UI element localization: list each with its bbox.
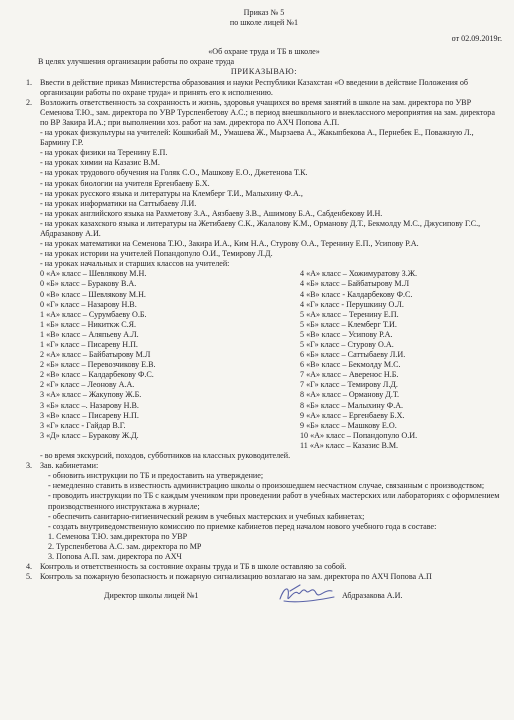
duty-line: - обеспечить санитарно-гигиенический режим в учебных мастерских и учебных кабинетах; <box>48 511 365 521</box>
class-row: 9 «А» класс – Ергенбаеву Б.Х. <box>300 410 405 420</box>
item-text: Контроль за пожарную безопасность и пожарную сигнализацию возлагаю на зам. директора по АХЧ Попова А.П <box>40 572 432 582</box>
commission-member: 1. Семенова Т.Ю. зам.директора по УВР <box>48 531 188 541</box>
order-word: ПРИКАЗЫВАЮ: <box>230 67 298 77</box>
signatory-position: Директор школы лицей №1 <box>104 591 199 601</box>
class-row: 2 «В» класс – Калдарбекову Ф.С. <box>40 370 154 380</box>
signatory-name: Абдразакова А.И. <box>342 591 403 601</box>
item-text: Зав. кабинетами: <box>40 461 99 471</box>
class-row: 5 «Б» класс – Клемберг Т.И. <box>300 319 397 329</box>
order-items-cont <box>26 461 502 471</box>
handwritten-signature-icon <box>276 581 338 607</box>
subject-line: - на уроках физкультуры на учителей: Кошкибай М., Умашева Ж., Мырзаева А., Жакыпбекова А., Пернебек Е., Поважную Л., Бармину Г.Р. <box>40 128 474 148</box>
duty-line: - проводить инструкции по ТБ с каждым учеником при проведении работ в учебных мастерских или лабораториях с оформлением производственного инструктажа в журнале; <box>48 491 500 511</box>
subject-line: - на уроках английского языка на Рахметову З.А., Аязбаеву З.В., Ашимову Б.А., Сабденбекову И.Н. <box>40 208 383 218</box>
item-number: 4. <box>26 562 33 572</box>
class-row: 1 «В» класс – Аляпьеву А.Л. <box>40 329 139 339</box>
class-row: 10 «А» класс – Попандопуло О.И. <box>300 430 418 440</box>
subject-line: - на уроках математики на Семенова Т.Ю., Закира И.А., Ким Н.А., Стурову О.А., Теренину Е.П., Усипову Р.А. <box>40 239 419 249</box>
class-row: 4 «А» класс – Хожимуратову З.Ж. <box>300 269 418 279</box>
order-item-5 <box>26 572 502 582</box>
class-row: 7 «Г» класс – Темирову Л.Д. <box>300 380 398 390</box>
excursions-line: - во время экскурсий, походов, субботников на классных руководителей. <box>40 451 291 461</box>
class-row: 3 «Г» класс - Гайдар В.Г. <box>40 420 126 430</box>
cabinet-duties <box>26 471 502 562</box>
order-item-3 <box>26 461 502 471</box>
item-text: Возложить ответственность за сохранность и жизнь, здоровья учащихся во время занятий в школе на зам. директора по УВР Семенова Т.Ю., зам. директора по УВР Турспенбетову А.С.; в период внешкольного и внеклассного мероприятия на зам. директора по ВР Закира И.А.; при выполнении хоз. работ на зам. директора по АХЧ Попова А.П. <box>40 97 495 127</box>
subject-line: - на уроках биологии на учителя Ергенбаеву Б.Х. <box>40 178 210 188</box>
class-row: 8 «Б» класс – Малыхину Ф.А. <box>300 400 404 410</box>
class-row: 8 «А» класс – Орманову Д.Т. <box>300 390 399 400</box>
item-number: 1. <box>26 77 33 87</box>
class-row: 6 «В» класс – Бекмолду М.С. <box>300 360 401 370</box>
class-row: 7 «А» класс – Аверенос Н.Б. <box>300 370 399 380</box>
class-row: 2 «А» класс – Байбатырову М.Л <box>40 350 151 360</box>
class-row: 5 «А» класс – Теренину Е.П. <box>300 309 399 319</box>
duty-line: - немедленно ставить в известность администрацию школы о произошедшем несчастном случае, связанным с производством; <box>48 481 485 491</box>
duty-line: - создать внутриведомственную комиссию по приемке кабинетов перед началом нового учебного года в составе: <box>48 521 437 531</box>
class-row: 4 «В» класс - Калдарбекову Ф.С. <box>300 289 413 299</box>
class-row: 4 «Г» класс - Перушкину О.Л. <box>300 299 404 309</box>
subject-line: - на уроках казахского языка и литературы на Жетибаеву С.К., Жалалову К.М., Орманову Д.Т., Бекмолду М.С., Джусипову Г.С., Абдразакову А.И. <box>40 218 481 238</box>
order-title: Приказ № 5 <box>243 8 285 17</box>
order-items-end <box>26 562 502 582</box>
class-row: 3 «Д» класс – Буракову Ж.Д. <box>40 430 139 440</box>
class-row: 1 «А» класс – Сурумбаеву О.Б. <box>40 309 147 319</box>
class-row: 0 «В» класс – Шевлякову М.Н. <box>40 289 146 299</box>
order-item-2 <box>26 98 502 128</box>
subject-line: - на уроках химии на Казазис В.М. <box>40 158 160 168</box>
order-item-4 <box>26 562 502 572</box>
class-row: 0 «Г» класс – Назарову Н.В. <box>40 299 137 309</box>
item-text: Контроль и ответственность за состояние охраны труда и ТБ в школе оставляю за собой. <box>40 562 347 572</box>
subject-line: - на уроках трудового обучения на Голяк С.О., Машкову Е.О., Джетенова Т.К. <box>40 168 308 178</box>
class-row: 3 «Б» класс –. Назарову Н.В. <box>40 400 139 410</box>
class-row: 0 «Б» класс – Буракову В.А. <box>40 279 137 289</box>
class-row: 2 «Б» класс – Перевозчикову Е.В. <box>40 360 156 370</box>
class-row: 11 «А» класс – Казазис В.М. <box>300 440 399 450</box>
subject-line: - на уроках физики на Теренину Е.П. <box>40 148 168 158</box>
subject-teachers-list <box>26 128 502 269</box>
subject-line: - на уроках информатики на Саттыбаеву Л.И. <box>40 198 197 208</box>
order-date: от 02.09.2019г. <box>451 34 502 44</box>
order-item-1 <box>26 78 502 98</box>
order-school: по школе лицей №1 <box>229 18 299 28</box>
class-row: 3 «В» класс – Писареву Н.П. <box>40 410 139 420</box>
class-row: 5 «Г» класс – Стурову О.А. <box>300 340 394 349</box>
signature-block <box>26 591 502 601</box>
class-row: 1 «Б» класс – Никиткж С.Я. <box>40 319 137 329</box>
class-column-right <box>300 269 500 451</box>
subject-line: - на уроках русского языка и литературы на Клемберг Т.И., Малыхину Ф.А., <box>40 188 303 198</box>
order-purpose: В целях улучшения организации работы по охране труда <box>38 57 235 67</box>
subject-line: - на уроках истории на учителей Попандопуло О.И., Темирову Л.Д. <box>40 249 273 259</box>
class-row: 2 «Г» класс – Леонову А.А. <box>40 380 135 390</box>
commission-member: 3. Попова А.П. зам. директора по АХЧ <box>48 551 182 561</box>
class-teachers-columns <box>26 269 502 451</box>
class-row: 1 «Г» класс – Писареву Н.П. <box>40 340 138 349</box>
item-number: 3. <box>26 461 33 471</box>
item-number: 2. <box>26 97 33 107</box>
item-text: Ввести в действие приказ Министерства образования и науки Республики Казахстан «О введении в действие Положения об организации работы по охране труда» и принять его к исполнению. <box>40 77 469 97</box>
class-column-left <box>40 269 240 451</box>
class-row: 0 «А» класс – Шевлякову М.Н. <box>40 269 147 279</box>
item-number: 5. <box>26 572 33 582</box>
order-subject: «Об охране труда и ТБ в школе» <box>208 47 320 57</box>
class-row: 4 «Б» класс – Байбатырову М.Л <box>300 279 410 289</box>
class-row: 3 «А» класс – Жакупову Ж.Б. <box>40 390 142 400</box>
subject-line: - на уроках начальных и старших классов на учителей: <box>40 259 230 269</box>
order-items <box>26 78 502 128</box>
duty-line: - обновить инструкции по ТБ и предоставить на утверждение; <box>48 471 264 481</box>
commission-member: 2. Турспенбетова А.С. зам. директора по МР <box>48 541 202 551</box>
class-row: 6 «Б» класс – Саттыбаеву Л.И. <box>300 350 406 360</box>
class-row: 5 «В» класс – Усипову Р.А. <box>300 329 393 339</box>
class-row: 9 «Б» класс – Машкову Е.О. <box>300 420 397 430</box>
